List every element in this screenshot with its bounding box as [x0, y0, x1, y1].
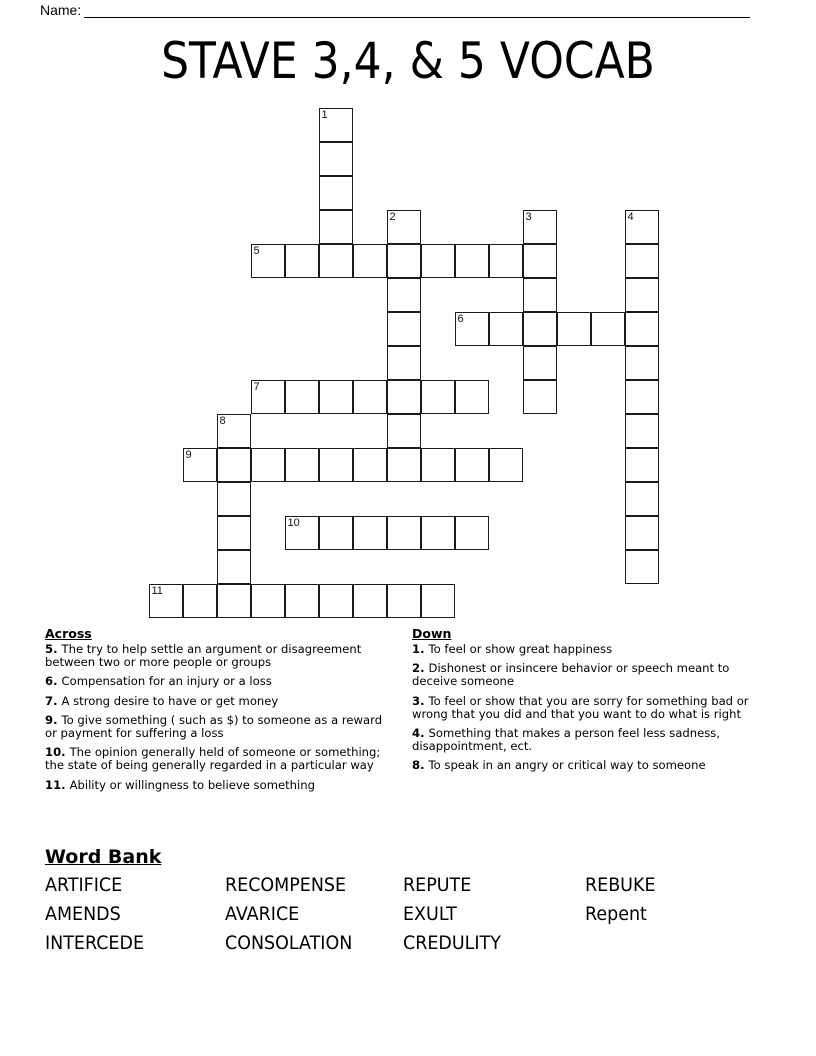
- grid-cell[interactable]: [217, 584, 251, 618]
- grid-cell[interactable]: [421, 380, 455, 414]
- grid-cell[interactable]: [421, 244, 455, 278]
- grid-cell[interactable]: [353, 244, 387, 278]
- grid-cell[interactable]: [591, 312, 625, 346]
- word-bank-row: [45, 901, 745, 930]
- word-bank-word[interactable]: RECOMPENSE: [225, 874, 347, 896]
- grid-cell[interactable]: [387, 448, 421, 482]
- across-clue-text: To give something ( such as $) to someone as a reward or payment for suffering a loss: [45, 712, 383, 741]
- grid-cell-number: 2: [389, 211, 396, 223]
- grid-cell[interactable]: [319, 142, 353, 176]
- grid-cell[interactable]: [183, 584, 217, 618]
- grid-cell[interactable]: [217, 482, 251, 516]
- grid-cell[interactable]: [625, 278, 659, 312]
- grid-cell[interactable]: [319, 380, 353, 414]
- across-clue-text: Compensation for an injury or a loss: [61, 674, 272, 689]
- grid-cell[interactable]: [489, 448, 523, 482]
- grid-cell[interactable]: [285, 380, 319, 414]
- page-title: STAVE 3,4, & 5 VOCAB: [161, 32, 655, 90]
- across-clue-text: The opinion generally held of someone or something; the state of being generally regarded in a particular way: [45, 745, 381, 773]
- grid-cell[interactable]: [387, 312, 421, 346]
- grid-cell[interactable]: [251, 448, 285, 482]
- word-bank-word[interactable]: REPUTE: [403, 874, 472, 896]
- grid-cell[interactable]: [387, 516, 421, 550]
- down-clue-number: 1.: [412, 642, 429, 656]
- grid-cell[interactable]: [625, 380, 659, 414]
- across-clue-number: 6.: [45, 674, 62, 689]
- down-clue-number: 3.: [412, 693, 429, 708]
- across-clues-column: [45, 626, 390, 798]
- grid-cell[interactable]: [625, 346, 659, 380]
- word-bank-word[interactable]: INTERCEDE: [45, 932, 144, 954]
- grid-cell[interactable]: [625, 550, 659, 584]
- grid-cell-number: 10: [287, 517, 300, 529]
- grid-cell[interactable]: [319, 516, 353, 550]
- grid-cell[interactable]: [387, 278, 421, 312]
- down-clue-number: 8.: [412, 758, 429, 773]
- grid-cell[interactable]: [353, 448, 387, 482]
- across-clue-number: 9.: [45, 712, 62, 727]
- grid-cell[interactable]: [455, 448, 489, 482]
- grid-cell[interactable]: [387, 346, 421, 380]
- grid-cell[interactable]: [217, 516, 251, 550]
- grid-cell[interactable]: [319, 210, 353, 244]
- grid-cell[interactable]: [557, 312, 591, 346]
- word-bank-heading: Word Bank: [45, 846, 162, 868]
- down-clue-text: Dishonest or insincere behavior or speech meant to deceive someone: [412, 661, 730, 689]
- grid-cell[interactable]: [421, 516, 455, 550]
- down-clue-item: [412, 759, 757, 772]
- down-clue-item: [412, 662, 757, 688]
- down-clue-list: [412, 643, 757, 773]
- grid-cell[interactable]: [387, 414, 421, 448]
- across-clue-item: [45, 779, 390, 792]
- grid-cell[interactable]: [319, 584, 353, 618]
- grid-cell[interactable]: [353, 380, 387, 414]
- across-clue-item: [45, 695, 390, 708]
- across-clue-text: The try to help settle an argument or disagreement between two or more people or groups: [45, 642, 362, 670]
- word-bank-word[interactable]: AMENDS: [45, 903, 121, 925]
- word-bank-word[interactable]: CONSOLATION: [225, 932, 353, 954]
- grid-cell[interactable]: [285, 584, 319, 618]
- grid-cell[interactable]: [523, 244, 557, 278]
- grid-cell[interactable]: [353, 584, 387, 618]
- down-clues-column: [412, 626, 757, 798]
- grid-cell[interactable]: [523, 278, 557, 312]
- clues-section: [45, 626, 775, 798]
- grid-cell[interactable]: [523, 380, 557, 414]
- grid-cell[interactable]: [625, 482, 659, 516]
- word-bank-row: [45, 930, 745, 959]
- grid-cell[interactable]: [625, 312, 659, 346]
- word-bank-word[interactable]: REBUKE: [585, 874, 656, 896]
- word-bank-word[interactable]: CREDULITY: [403, 932, 501, 954]
- grid-cell[interactable]: [455, 516, 489, 550]
- grid-cell[interactable]: [523, 312, 557, 346]
- down-clue-text: To feel or show great happiness: [428, 642, 613, 656]
- down-clue-text: To speak in an angry or critical way to someone: [428, 758, 706, 773]
- grid-cell[interactable]: [319, 448, 353, 482]
- across-clue-list: [45, 643, 390, 792]
- word-bank-word[interactable]: ARTIFICE: [45, 874, 123, 896]
- grid-cell-number: 3: [525, 211, 532, 223]
- grid-cell[interactable]: [455, 380, 489, 414]
- across-heading: Across: [45, 626, 92, 641]
- grid-cell[interactable]: [387, 380, 421, 414]
- grid-cell[interactable]: [387, 584, 421, 618]
- grid-cell[interactable]: [217, 448, 251, 482]
- grid-cell[interactable]: [387, 244, 421, 278]
- grid-cell[interactable]: [489, 244, 523, 278]
- across-clue-text: A strong desire to have or get money: [61, 693, 279, 708]
- grid-cell[interactable]: [251, 584, 285, 618]
- across-clue-item: [45, 643, 390, 669]
- across-clue-number: 5.: [45, 642, 62, 656]
- down-clue-item: [412, 727, 757, 753]
- word-bank-word[interactable]: AVARICE: [225, 903, 300, 925]
- grid-cell[interactable]: [285, 448, 319, 482]
- grid-cell[interactable]: [319, 244, 353, 278]
- grid-cell-number: 4: [627, 211, 634, 223]
- grid-cell[interactable]: [455, 244, 489, 278]
- across-clue-number: 7.: [45, 693, 62, 708]
- down-clue-item: [412, 695, 757, 721]
- grid-cell[interactable]: [489, 312, 523, 346]
- across-clue-text: Ability or willingness to believe something: [69, 777, 315, 792]
- grid-cell[interactable]: [353, 516, 387, 550]
- grid-cell[interactable]: [319, 176, 353, 210]
- grid-cell-number: 7: [253, 381, 260, 393]
- down-clue-number: 4.: [412, 726, 429, 741]
- grid-cell-number: 1: [321, 109, 328, 121]
- grid-cell[interactable]: [285, 244, 319, 278]
- across-clue-item: [45, 746, 390, 772]
- down-clue-text: Something that makes a person feel less sadness, disappointment, ect.: [412, 726, 721, 754]
- name-label: Name:: [40, 2, 82, 18]
- grid-cell[interactable]: [625, 516, 659, 550]
- grid-cell-number: 9: [185, 449, 192, 461]
- across-clue-number: 11.: [45, 777, 70, 792]
- grid-cell[interactable]: [421, 448, 455, 482]
- grid-cell-number: 11: [151, 585, 163, 597]
- grid-cell-number: 6: [457, 313, 464, 325]
- across-clue-item: [45, 675, 390, 688]
- down-heading: Down: [412, 626, 452, 641]
- word-bank-word[interactable]: EXULT: [403, 903, 457, 925]
- grid-cell[interactable]: [625, 448, 659, 482]
- across-clue-number: 10.: [45, 745, 70, 760]
- word-bank-list: [45, 872, 745, 959]
- grid-cell[interactable]: [625, 244, 659, 278]
- down-clue-text: To feel or show that you are sorry for something bad or wrong that you did and that you want to do what is right: [412, 693, 749, 721]
- down-clue-number: 2.: [412, 661, 429, 676]
- grid-cell[interactable]: [625, 414, 659, 448]
- down-clue-item: [412, 643, 757, 656]
- grid-cell[interactable]: [217, 550, 251, 584]
- grid-cell-number: 5: [253, 245, 260, 257]
- across-clue-item: [45, 714, 390, 740]
- grid-cell-number: 8: [219, 415, 226, 427]
- grid-cell[interactable]: [421, 584, 455, 618]
- grid-cell[interactable]: [523, 346, 557, 380]
- word-bank-word[interactable]: Repent: [585, 903, 647, 925]
- word-bank-row: [45, 872, 745, 901]
